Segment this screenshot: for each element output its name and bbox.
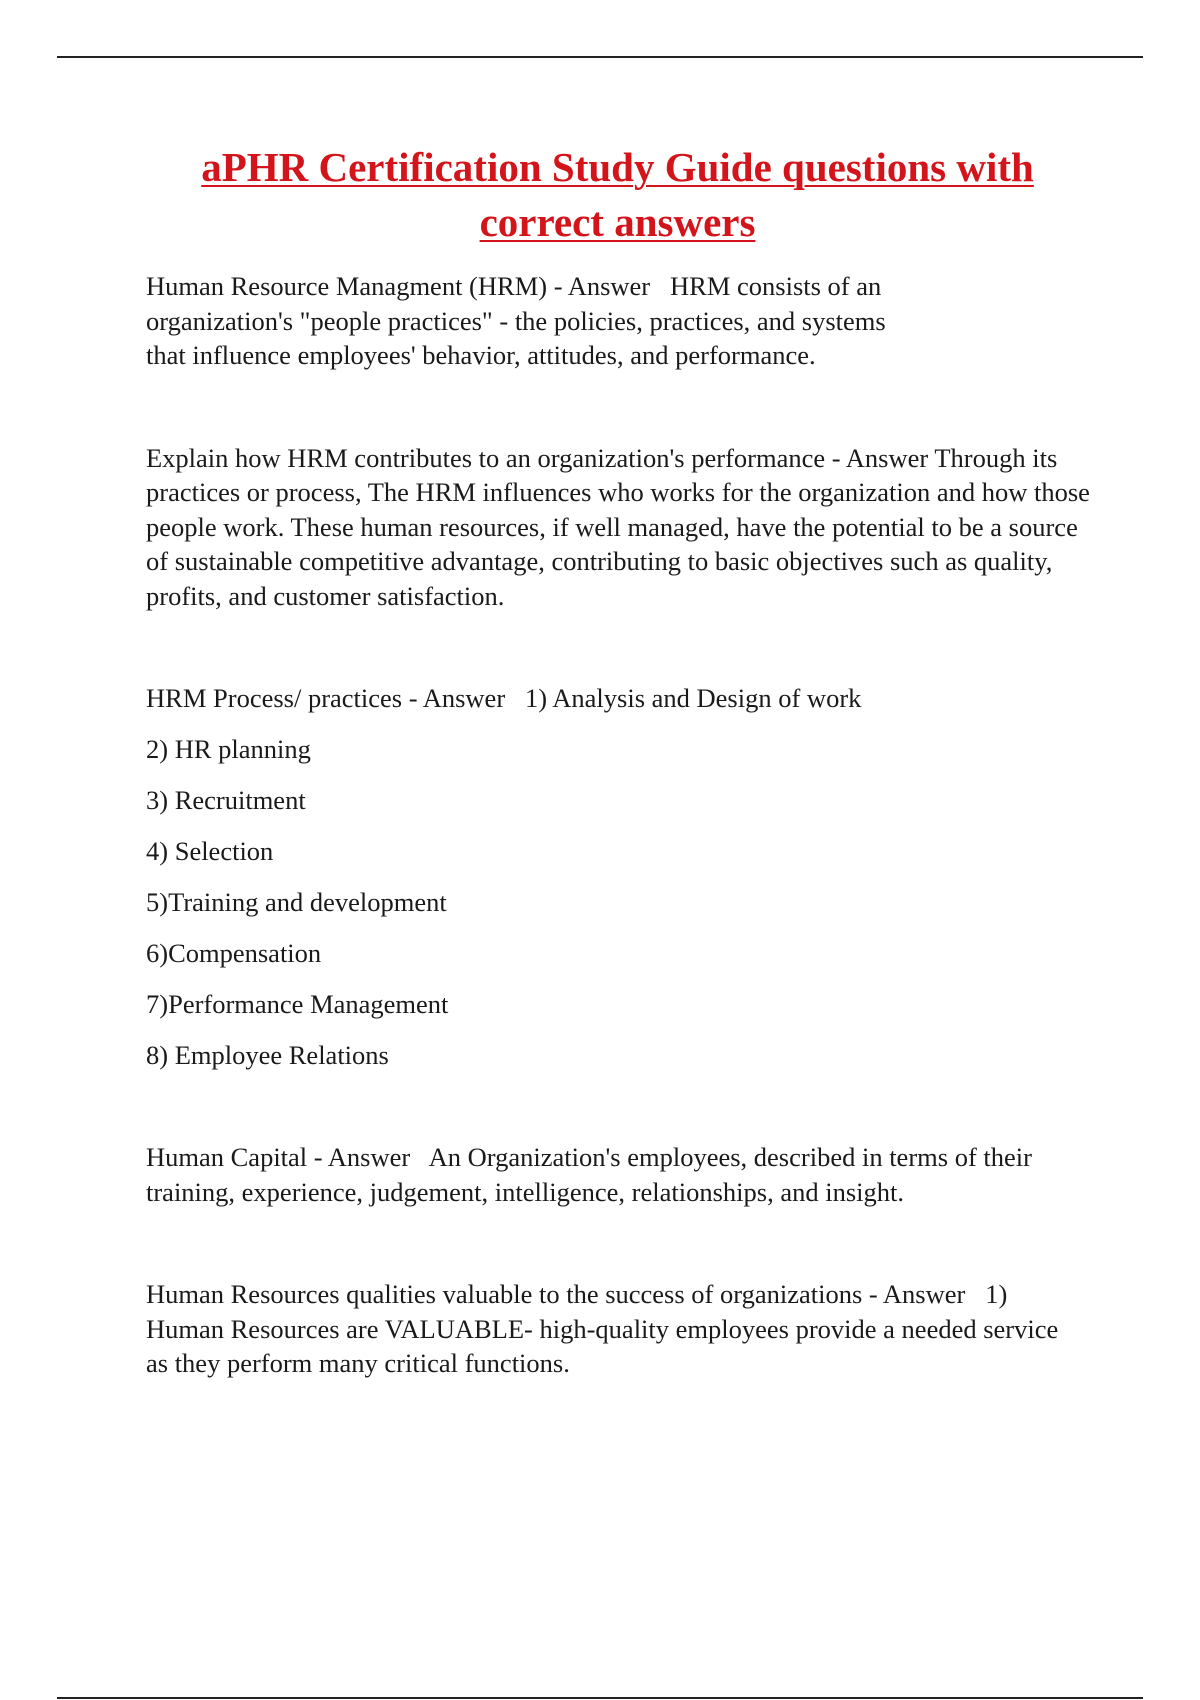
question-text: Human Resource Managment (HRM) - Answer <box>146 271 651 301</box>
qa-entry-hrm <box>146 269 906 373</box>
document-body <box>146 269 1106 1381</box>
list-item: 5)Training and development <box>146 887 447 917</box>
answer-text: An Organization's employees, described in terms of their training, experience, judgement, intelligence, relationships, and insight. <box>146 1142 1032 1207</box>
header-rule <box>57 56 1143 58</box>
question-text: Human Capital - Answer <box>146 1142 411 1172</box>
list-item: 6)Compensation <box>146 938 322 968</box>
list-item: 7)Performance Management <box>146 989 449 1019</box>
list-item: 3) Recruitment <box>146 785 306 815</box>
qa-entry-hr-qualities <box>146 1277 1076 1381</box>
qa-entry-human-capital <box>146 1140 1056 1209</box>
footer-rule <box>57 1697 1143 1699</box>
document-title: aPHR Certification Study Guide questions with correct answers <box>201 144 1034 245</box>
answer-text: HRM consists of an organization's "people practices" - the policies, practices, and systems that influence employees' behavior, attitudes, and performance. <box>146 271 886 370</box>
question-text: Human Resources qualities valuable to the success of organizations - Answer <box>146 1279 966 1309</box>
answer-text: 1) Human Resources are VALUABLE- high-quality employees provide a needed service as they perform many critical functions. <box>146 1279 1059 1378</box>
qa-entry-hrm-process <box>146 681 1106 1072</box>
qa-entry-hrm-performance <box>146 441 1106 614</box>
list-item: 4) Selection <box>146 836 274 866</box>
list-item: 8) Employee Relations <box>146 1040 389 1070</box>
list-item: 2) HR planning <box>146 734 311 764</box>
answer-item: 1) Analysis and Design of work <box>525 683 862 713</box>
question-text: Explain how HRM contributes to an organization's performance - Answer <box>146 442 929 473</box>
answer-text: Through its practices or process, The HRM influences who works for the organization and how those people work. These human resources, if well managed, have the potential to be a source of sustainable competitive advantage, contributing to basic objectives such as quality, profits, and customer satisfaction. <box>146 442 1090 611</box>
question-text: HRM Process/ practices - Answer <box>146 683 506 713</box>
list-item <box>146 681 1106 715</box>
